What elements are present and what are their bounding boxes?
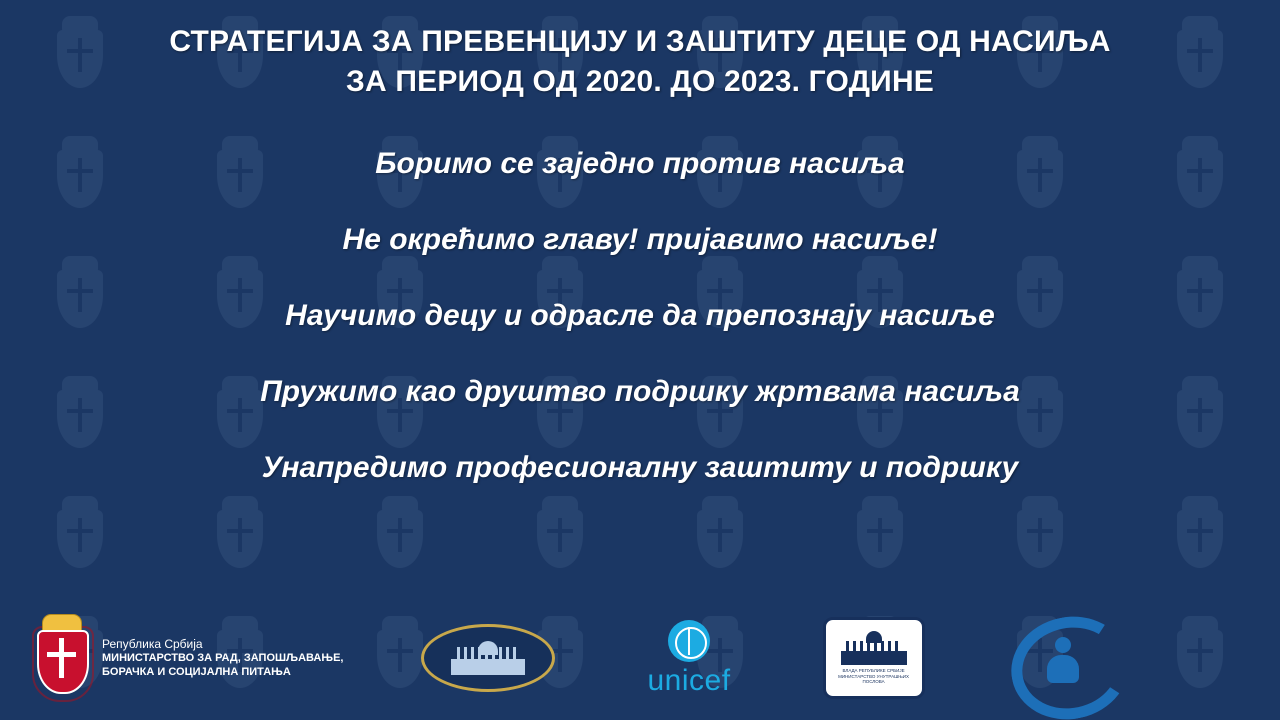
government-logo-text: [102, 637, 343, 680]
logo-child-protection: [1011, 617, 1115, 699]
message-item: Пружимо као друштво подршку жртвама насиља: [260, 375, 1020, 409]
child-figure-body-icon: [1047, 655, 1079, 683]
footer-logo-bar: [0, 602, 1280, 714]
slide-title-line-2: ЗА ПЕРИОД ОД 2020. ДО 2023. ГОДИНЕ: [345, 64, 935, 98]
message-item: Боримо се заједно против насиља: [375, 147, 905, 181]
logo-unicef: [647, 620, 730, 696]
serbian-coat-of-arms-icon: [30, 614, 92, 702]
government-line-3: БОРАЧКА И СОЦИЈАЛНА ПИТАЊА: [102, 665, 291, 678]
logo-ministry-of-interior: [823, 617, 925, 699]
message-item: Научимо децу и одрасле да препознају насиље: [285, 299, 995, 333]
government-building-oval-icon: [451, 641, 525, 675]
ministry-caption: ВЛАДА РЕПУБЛИКЕ СРБИЈЕ МИНИСТАРСТВО УНУТРАШЊИХ ПОСЛОВА: [838, 667, 909, 685]
logo-government-of-serbia: [30, 614, 343, 702]
government-line-1: Република Србија: [102, 636, 203, 651]
message-list: [0, 147, 1280, 485]
logo-ombudsman: [421, 624, 555, 692]
child-figure-head-icon: [1055, 637, 1071, 653]
slide-title-line-1: СТРАТЕГИЈА ЗА ПРЕВЕНЦИЈУ И ЗАШТИТУ ДЕЦЕ ОД НАСИЉА: [169, 25, 1111, 58]
unicef-globe-icon: [668, 620, 710, 662]
slide-title: [0, 0, 1280, 101]
message-item: Унапредимо професионалну заштиту и подршку: [261, 451, 1019, 485]
unicef-wordmark: unicef: [647, 664, 731, 697]
message-item: Не окрећимо главу! пријавимо насиље!: [342, 223, 938, 257]
government-line-2: МИНИСТАРСТВО ЗА РАД, ЗАПОШЉАВАЊЕ,: [102, 651, 344, 664]
ministry-building-icon: [841, 631, 907, 665]
